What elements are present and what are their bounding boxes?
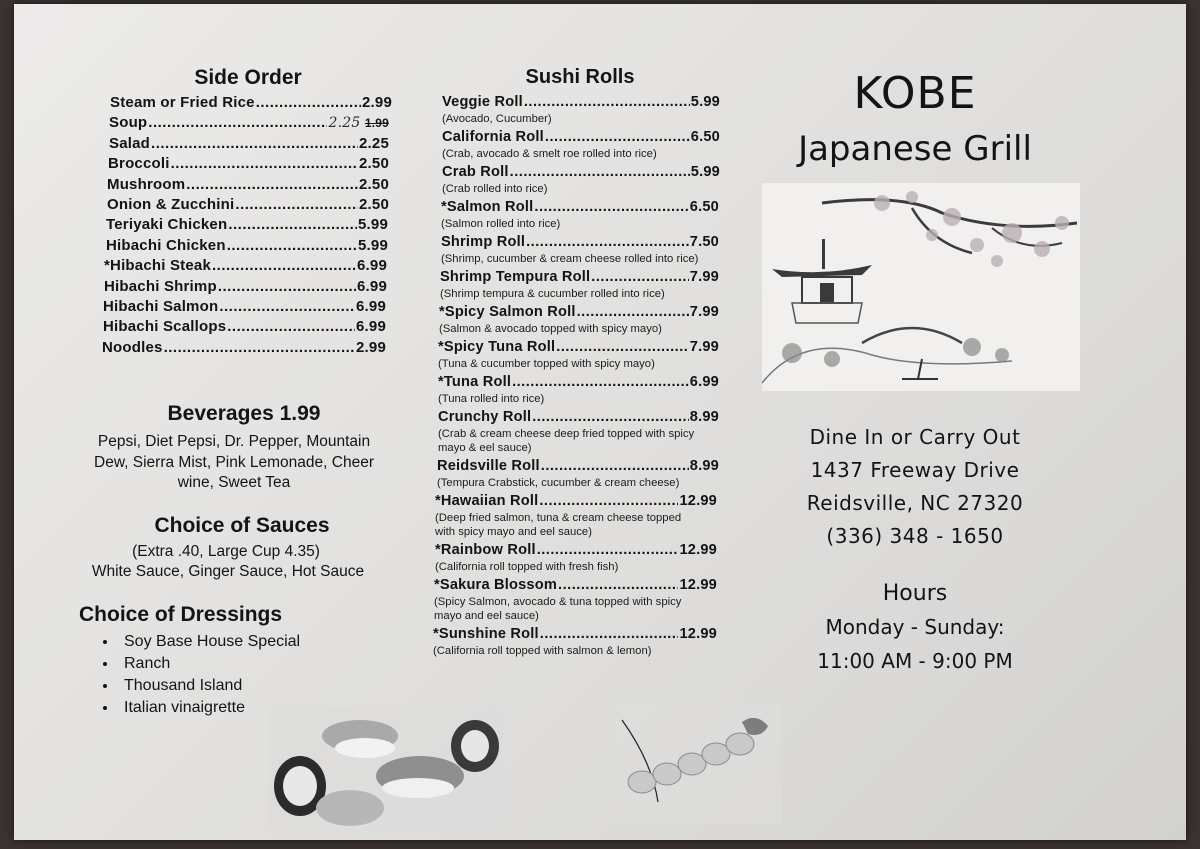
item-price: 6.99 <box>689 374 719 390</box>
item-description: (Shrimp tempura & cucumber rolled into rice) <box>440 288 665 300</box>
item-price: 2.25 <box>359 134 389 152</box>
item-description: (Tempura Crabstick, cucumber & cream cheese) <box>437 477 680 489</box>
item-price: 7.99 <box>689 304 719 320</box>
list-item <box>420 338 720 371</box>
side-order-item <box>88 215 388 235</box>
item-price: 2.50 <box>359 196 389 214</box>
item-name: *Sunshine Roll <box>433 626 539 642</box>
item-price: 5.99 <box>358 236 388 254</box>
left-column <box>79 66 408 719</box>
item-price: 6.99 <box>356 318 386 336</box>
item-name: Reidsville Roll <box>437 458 540 474</box>
list-item: • Ranch <box>118 653 408 675</box>
item-price: 5.99 <box>690 94 720 110</box>
beverages-list: Pepsi, Diet Pepsi, Dr. Pepper, Mountain Dew, Sierra Mist, Pink Lemonade, Cheer wine, Sweet Tea <box>94 433 374 492</box>
item-name: Veggie Roll <box>442 94 523 110</box>
list-item: • Italian vinaigrette <box>118 697 408 719</box>
item-price: 12.99 <box>679 542 717 558</box>
side-order-title: Side Order <box>194 66 302 89</box>
sauces-title: Choice of Sauces <box>154 513 330 537</box>
side-order-item <box>88 317 386 337</box>
item-description: (Crab, avocado & smelt roe rolled into rice) <box>442 148 657 160</box>
service-text: Dine In or Carry Out <box>809 425 1021 449</box>
item-description: (Tuna & cucumber topped with spicy mayo) <box>438 358 655 370</box>
list-item <box>420 457 720 490</box>
item-name: *Tuna Roll <box>438 374 512 390</box>
address-line-2: Reidsville, NC 27320 <box>806 491 1024 515</box>
item-name: *Hawaiian Roll <box>435 493 539 509</box>
item-price: 6.99 <box>357 257 387 275</box>
item-name: *Sakura Blossom <box>434 577 558 593</box>
item-price: 5.99 <box>690 164 720 180</box>
list-item <box>420 373 720 406</box>
item-name: Crab Roll <box>442 164 509 180</box>
sushi-rolls-column <box>420 66 720 660</box>
beverages-title: Beverages 1.99 <box>167 402 321 426</box>
item-price: 6.50 <box>690 129 720 145</box>
list-item <box>420 233 720 266</box>
item-name: *Spicy Salmon Roll <box>439 304 576 320</box>
item-description: (Deep fried salmon, tuna & cream cheese topped with spicy mayo and eel sauce) <box>435 512 682 538</box>
item-name: Steam or Fried Rice <box>110 94 255 111</box>
list-item <box>420 163 720 196</box>
item-price: 12.99 <box>679 493 717 509</box>
phone-number: (336) 348 - 1650 <box>826 524 1004 548</box>
sauces-list: White Sauce, Ginger Sauce, Hot Sauce <box>91 563 365 581</box>
item-price: 5.99 <box>358 216 388 234</box>
item-description: (California roll topped with fresh fish) <box>435 561 619 573</box>
hours-info <box>780 610 1050 678</box>
item-name: *Salmon Roll <box>441 199 534 215</box>
item-name: Soup <box>109 114 148 132</box>
item-price: 6.99 <box>356 298 386 316</box>
side-order-list <box>88 93 408 358</box>
item-price: 7.99 <box>689 269 719 285</box>
list-item <box>420 541 720 574</box>
item-price: 2.99 <box>356 338 386 356</box>
sushi-rolls-title: Sushi Rolls <box>525 66 635 88</box>
hours-days: Monday - Sunday: <box>825 615 1005 639</box>
item-description: (Avocado, Cucumber) <box>442 113 552 125</box>
item-name: California Roll <box>442 129 544 145</box>
item-description: (Crab rolled into rice) <box>442 183 548 195</box>
list-item <box>420 93 720 126</box>
restaurant-subtitle: Japanese Grill <box>798 129 1032 169</box>
item-price: 8.99 <box>689 409 719 425</box>
item-price: 2.99 <box>362 94 392 111</box>
list-item <box>420 303 720 336</box>
item-name: Mushroom <box>107 175 186 193</box>
list-item <box>420 128 720 161</box>
item-description: (Spicy Salmon, avocado & tuna topped with spicy mayo and eel sauce) <box>434 596 682 622</box>
sushi-roll-image <box>612 702 782 824</box>
side-order-item <box>88 277 387 297</box>
side-order-item <box>88 297 386 317</box>
pagoda-artwork <box>762 183 1080 391</box>
item-price: 2.50 <box>359 175 389 193</box>
item-name: Shrimp Tempura Roll <box>440 269 591 285</box>
item-price: 12.99 <box>679 626 717 642</box>
sushi-platter-image <box>270 706 502 830</box>
side-order-item <box>88 134 389 154</box>
side-order-item <box>88 175 389 195</box>
item-description: (California roll topped with salmon & lemon) <box>433 645 652 657</box>
item-description: (Salmon & avocado topped with spicy mayo) <box>439 323 662 335</box>
item-name: Teriyaki Chicken <box>106 216 228 234</box>
hours-time: 11:00 AM - 9:00 PM <box>817 649 1013 673</box>
item-name: Hibachi Chicken <box>106 236 226 254</box>
restaurant-name: KOBE <box>853 68 977 119</box>
side-order-item <box>88 338 386 358</box>
list-item <box>420 408 720 455</box>
list-item <box>420 198 720 231</box>
item-price: 6.99 <box>357 277 387 295</box>
item-price: 7.50 <box>689 234 719 250</box>
item-name: Noodles <box>102 338 163 356</box>
item-name: Hibachi Salmon <box>103 298 219 316</box>
item-description: (Salmon rolled into rice) <box>441 218 561 230</box>
handwritten-price: 2.25 <box>328 115 361 132</box>
side-order-item <box>88 93 392 113</box>
list-item: • Soy Base House Special <box>118 631 408 653</box>
dressings-title: Choice of Dressings <box>79 602 283 626</box>
restaurant-info-column <box>780 66 1050 678</box>
item-price: 12.99 <box>679 577 717 593</box>
item-name: Onion & Zucchini <box>107 196 235 214</box>
item-description: (Tuna rolled into rice) <box>438 393 545 405</box>
side-order-item <box>88 154 389 174</box>
item-name: Crunchy Roll <box>438 409 532 425</box>
pagoda-illustration <box>762 183 1080 391</box>
item-name: Hibachi Shrimp <box>104 277 217 295</box>
list-item <box>420 576 720 623</box>
side-order-item <box>88 113 389 133</box>
item-name: *Hibachi Steak <box>104 257 212 275</box>
address-line-1: 1437 Freeway Drive <box>810 458 1020 482</box>
list-item <box>420 625 720 658</box>
list-item <box>420 268 720 301</box>
side-order-item <box>88 236 388 256</box>
side-order-item <box>88 256 387 276</box>
contact-info <box>780 421 1050 553</box>
item-name: Broccoli <box>108 155 170 173</box>
struck-price: 1.99 <box>364 116 389 131</box>
item-name: Salad <box>109 134 151 152</box>
item-price: 8.99 <box>689 458 719 474</box>
sauces-subtitle: (Extra .40, Large Cup 4.35) <box>132 542 320 560</box>
hours-title: Hours <box>882 581 948 606</box>
sushi-list <box>420 93 720 658</box>
side-order-item <box>88 195 389 215</box>
list-item <box>420 492 720 539</box>
list-item: • Thousand Island <box>118 675 408 697</box>
item-price: 2.50 <box>359 155 389 173</box>
item-name: *Spicy Tuna Roll <box>438 339 556 355</box>
item-description: (Shrimp, cucumber & cream cheese rolled into rice) <box>441 253 699 265</box>
item-name: *Rainbow Roll <box>435 542 536 558</box>
item-price: 7.99 <box>689 339 719 355</box>
item-description: (Crab & cream cheese deep fried topped with spicy mayo & eel sauce) <box>438 428 695 454</box>
item-name: Hibachi Scallops <box>103 318 227 336</box>
item-price: 6.50 <box>689 199 719 215</box>
item-name: Shrimp Roll <box>441 234 526 250</box>
